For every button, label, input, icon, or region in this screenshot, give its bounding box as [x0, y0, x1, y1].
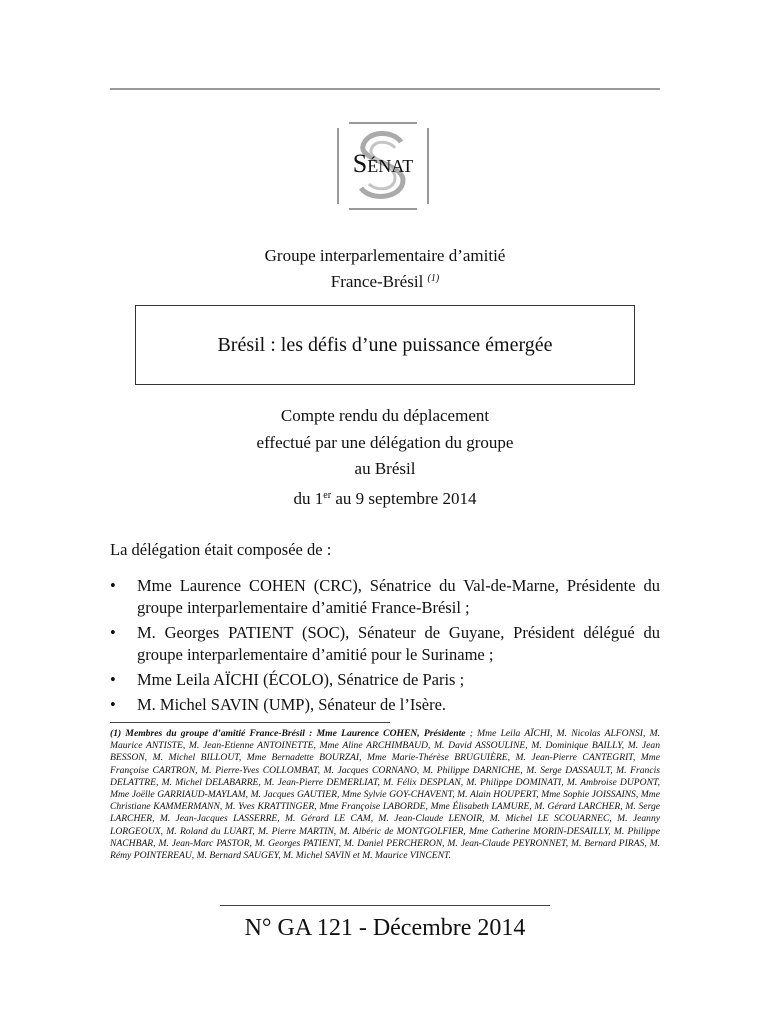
report-line2: effectué par une délégation du groupe — [256, 432, 514, 452]
date-prefix: du 1 — [293, 488, 324, 508]
group-title-line2 — [0, 267, 770, 293]
member-text: Mme Leila AÏCHI (ÉCOLO), Sénatrice de Paris ; — [137, 670, 465, 689]
bullet-icon: • — [110, 623, 116, 642]
report-title-box — [135, 305, 635, 385]
member-text: M. Michel SAVIN (UMP), Sénateur de l’Isère. — [137, 695, 447, 714]
delegation-intro: La délégation était composée de : — [110, 540, 332, 559]
footnote — [110, 728, 660, 862]
svg-text:SÉNAT: SÉNAT — [352, 149, 414, 178]
report-line1: Compte rendu du déplacement — [280, 406, 490, 425]
member-text: M. Georges PATIENT (SOC), Sénateur de Guyane, Président délégué du groupe interparlementaire d’amitié pour le Suriname ; — [137, 623, 660, 664]
group-country: France-Brésil — [330, 272, 424, 291]
report-line3: au Brésil — [354, 459, 416, 478]
date-suffix: au 9 septembre 2014 — [331, 488, 477, 508]
footnote-body: ; Mme Leila AÏCHI, M. Nicolas ALFONSI, M. Maurice ANTISTE, M. Jean-Etienne ANTOINETTE, Mme Aline ARCHIMBAUD, M. David ASSOULINE, M. Dominique BAILLY, M. Jean BESSON, M. Michel BILLOUT, Mme Bernadette BOURZAI, Mme Marie-Thérèse BRUGUIÈRE, M. Jean-Pierre CANTEGRIT, Mme Françoise CARTRON, M. Pierre-Yves COLLOMBAT, M. Jacques CORNANO, M. Philippe DARNICHE, M. Serge DASSAULT, M. Francis DELATTRE, M. Michel DELABARRE, M. Jean-Pierre DEMERLIAT, M. Félix DESPLAN, M. Philippe DOMINATI, M. Ambroise DUPONT, Mme Joëlle GARRIAUD-MAYLAM, M. Jacques GAUTIER, Mme Sylvie GOY-CHAVENT, M. Alain HOUPERT, Mme Sophie JOISSAINS, Mme Christiane KAMMERMANN, M. Yves KRATTINGER, Mme Françoise LABORDE, Mme Élisabeth LAMURE, M. Gérard LARCHER, M. Serge LARCHER, M. Jean-Jacques LASSERRE, M. Gérard LE CAM, M. Jean-Claude LENOIR, M. Michel LE SCOUARNEC, M. Jeanny LORGEOUX, M. Roland du LUART, M. Pierre MARTIN, M. Albéric de MONTGOLFIER, Mme Catherine MORIN-DESAILLY, M. Philippe NACHBAR, M. Jean-Marc PASTOR, M. Georges PATIENT, M. Daniel PERCHERON, M. Jean-Claude PEYRONNET, M. Bernard PIRAS, M. Rémy POINTEREAU, M. Bernard SAUGEY, M. Michel SAVIN et M. Maurice VINCENT. — [110, 728, 661, 862]
report-line4 — [0, 483, 770, 513]
member-text: Mme Laurence COHEN (CRC), Sénatrice du Val-de-Marne, Présidente du groupe interparlementaire d’amitié France-Brésil ; — [137, 576, 660, 617]
top-rule — [110, 88, 660, 90]
senat-logo — [333, 120, 433, 212]
document-number: N° GA 121 - Décembre 2014 — [244, 915, 526, 941]
bottom-rule — [220, 905, 550, 906]
footnote-ref: (1) — [427, 273, 440, 284]
bullet-icon: • — [110, 695, 116, 714]
footnote-rule — [110, 722, 390, 723]
bullet-icon: • — [110, 670, 116, 689]
group-title-line1: Groupe interparlementaire d’amitié — [264, 246, 506, 265]
date-sup: er — [323, 489, 332, 501]
list-item — [110, 622, 660, 666]
delegation-members — [110, 575, 660, 719]
list-item — [110, 694, 660, 716]
list-item — [110, 575, 660, 619]
footnote-head: (1) Membres du groupe d’amitié France-Brésil : Mme Laurence COHEN, Présidente — [110, 728, 466, 739]
report-title: Brésil : les défis d’une puissance émergée — [217, 333, 553, 356]
list-item — [110, 669, 660, 691]
bullet-icon: • — [110, 576, 116, 595]
group-title — [0, 244, 770, 293]
report-description — [0, 403, 770, 512]
